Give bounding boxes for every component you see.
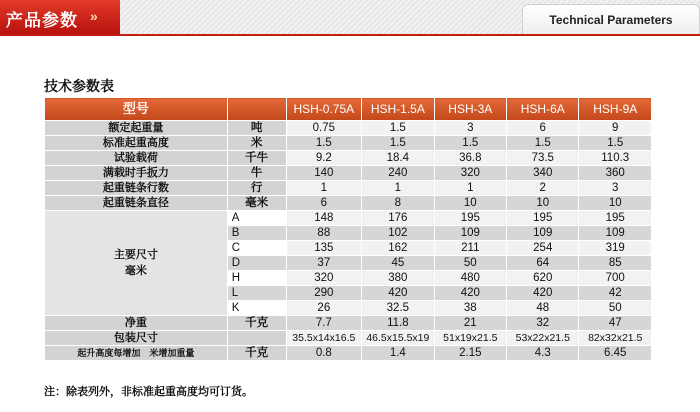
cell-value: 420	[362, 286, 434, 301]
model-header: HSH-0.75A	[286, 98, 362, 121]
banner-title: 产品参数	[6, 11, 78, 31]
model-header: HSH-1.5A	[362, 98, 434, 121]
cell-value: 10	[434, 196, 506, 211]
cell-value: 3	[579, 181, 652, 196]
cell-value: 140	[286, 166, 362, 181]
cell-value: 480	[434, 271, 506, 286]
row-unit: 牛	[227, 166, 286, 181]
row-unit: 千克	[227, 346, 286, 361]
dimension-key: C	[227, 241, 286, 256]
cell-value: 135	[286, 241, 362, 256]
cell-value: 211	[434, 241, 506, 256]
cell-value: 21	[434, 316, 506, 331]
table-row	[45, 181, 652, 196]
cell-value: 109	[579, 226, 652, 241]
cell-value: 620	[507, 271, 579, 286]
table-row	[45, 136, 652, 151]
cell-value: 195	[579, 211, 652, 226]
double-chevron-icon: »	[90, 8, 98, 24]
cell-value: 7.7	[286, 316, 362, 331]
model-header: HSH-6A	[507, 98, 579, 121]
model-header: HSH-3A	[434, 98, 506, 121]
section-title: 技术参数表	[44, 79, 114, 95]
cell-value: 360	[579, 166, 652, 181]
cell-value: 53x22x21.5	[507, 331, 579, 346]
row-label: 起重链条直径	[45, 196, 228, 211]
cell-value: 0.8	[286, 346, 362, 361]
cell-value: 88	[286, 226, 362, 241]
cell-value: 47	[579, 316, 652, 331]
cell-value: 6.45	[579, 346, 652, 361]
cell-value: 1.5	[507, 136, 579, 151]
cell-value: 9	[579, 121, 652, 136]
cell-value: 6	[507, 121, 579, 136]
cell-value: 1.4	[362, 346, 434, 361]
cell-value: 36.8	[434, 151, 506, 166]
table-row	[45, 196, 652, 211]
row-label: 试验载荷	[45, 151, 228, 166]
cell-value: 11.8	[362, 316, 434, 331]
cell-value: 26	[286, 301, 362, 316]
cell-value: 10	[579, 196, 652, 211]
unit-header-blank	[227, 98, 286, 121]
cell-value: 176	[362, 211, 434, 226]
cell-value: 6	[286, 196, 362, 211]
row-label: 净重	[45, 316, 228, 331]
dimensions-group-label	[45, 211, 228, 316]
cell-value: 3	[434, 121, 506, 136]
cell-value: 320	[434, 166, 506, 181]
cell-value: 102	[362, 226, 434, 241]
cell-value: 319	[579, 241, 652, 256]
row-label: 包装尺寸	[45, 331, 228, 346]
row-label: 起重链条行数	[45, 181, 228, 196]
cell-value: 37	[286, 256, 362, 271]
cell-value: 64	[507, 256, 579, 271]
dimension-key: H	[227, 271, 286, 286]
table-row	[45, 151, 652, 166]
cell-value: 320	[286, 271, 362, 286]
cell-value: 195	[434, 211, 506, 226]
cell-value: 48	[507, 301, 579, 316]
table-row	[45, 346, 652, 361]
row-unit: 毫米	[227, 196, 286, 211]
dimension-key: A	[227, 211, 286, 226]
dimension-key: B	[227, 226, 286, 241]
cell-value: 1	[286, 181, 362, 196]
row-unit: 千克	[227, 316, 286, 331]
cell-value: 0.75	[286, 121, 362, 136]
cell-value: 35.5x14x16.5	[286, 331, 362, 346]
cell-value: 254	[507, 241, 579, 256]
header-banner	[0, 0, 700, 40]
table-row	[45, 121, 652, 136]
row-label: 标准起重高度	[45, 136, 228, 151]
cell-value: 4.3	[507, 346, 579, 361]
row-unit: 行	[227, 181, 286, 196]
cell-value: 109	[507, 226, 579, 241]
cell-value: 1.5	[362, 136, 434, 151]
cell-value: 420	[507, 286, 579, 301]
cell-value: 1.5	[579, 136, 652, 151]
cell-value: 42	[579, 286, 652, 301]
technical-parameters-tab	[522, 4, 700, 34]
row-label: 满载时手扳力	[45, 166, 228, 181]
row-unit: 吨	[227, 121, 286, 136]
row-label: 起升高度每增加 米增加重量	[45, 346, 228, 361]
cell-value: 2.15	[434, 346, 506, 361]
footnote: 注：除表列外，非标准起重高度均可订货。	[44, 385, 253, 398]
cell-value: 51x19x21.5	[434, 331, 506, 346]
cell-value: 50	[579, 301, 652, 316]
dimensions-unit: 毫米	[124, 265, 147, 277]
cell-value: 32	[507, 316, 579, 331]
cell-value: 109	[434, 226, 506, 241]
model-header: HSH-9A	[579, 98, 652, 121]
cell-value: 380	[362, 271, 434, 286]
cell-value: 162	[362, 241, 434, 256]
dimension-key: D	[227, 256, 286, 271]
cell-value: 700	[579, 271, 652, 286]
table-row	[45, 331, 652, 346]
table-row	[45, 211, 652, 226]
cell-value: 38	[434, 301, 506, 316]
cell-value: 32.5	[362, 301, 434, 316]
cell-value: 1.5	[286, 136, 362, 151]
technical-parameters-label: Technical Parameters	[549, 13, 673, 27]
row-unit: 千牛	[227, 151, 286, 166]
cell-value: 45	[362, 256, 434, 271]
cell-value: 2	[507, 181, 579, 196]
cell-value: 240	[362, 166, 434, 181]
cell-value: 1.5	[362, 121, 434, 136]
cell-value: 9.2	[286, 151, 362, 166]
cell-value: 73.5	[507, 151, 579, 166]
spec-table	[44, 97, 652, 361]
row-unit: 米	[227, 136, 286, 151]
cell-value: 1	[434, 181, 506, 196]
cell-value: 50	[434, 256, 506, 271]
cell-value: 340	[507, 166, 579, 181]
banner-divider	[0, 34, 700, 36]
table-row	[45, 316, 652, 331]
cell-value: 1	[362, 181, 434, 196]
model-header-label: 型号	[45, 98, 228, 121]
dimensions-label: 主要尺寸	[113, 249, 158, 261]
cell-value: 8	[362, 196, 434, 211]
cell-value: 10	[507, 196, 579, 211]
cell-value: 1.5	[434, 136, 506, 151]
cell-value: 148	[286, 211, 362, 226]
banner-title-block	[0, 0, 120, 34]
dimension-key: L	[227, 286, 286, 301]
cell-value: 18.4	[362, 151, 434, 166]
row-unit-blank	[227, 331, 286, 346]
table-row	[45, 166, 652, 181]
row-label: 额定起重量	[45, 121, 228, 136]
table-header-row	[45, 98, 652, 121]
dimension-key: K	[227, 301, 286, 316]
cell-value: 420	[434, 286, 506, 301]
cell-value: 82x32x21.5	[579, 331, 652, 346]
cell-value: 46.5x15.5x19	[362, 331, 434, 346]
cell-value: 85	[579, 256, 652, 271]
cell-value: 290	[286, 286, 362, 301]
cell-value: 195	[507, 211, 579, 226]
cell-value: 110.3	[579, 151, 652, 166]
